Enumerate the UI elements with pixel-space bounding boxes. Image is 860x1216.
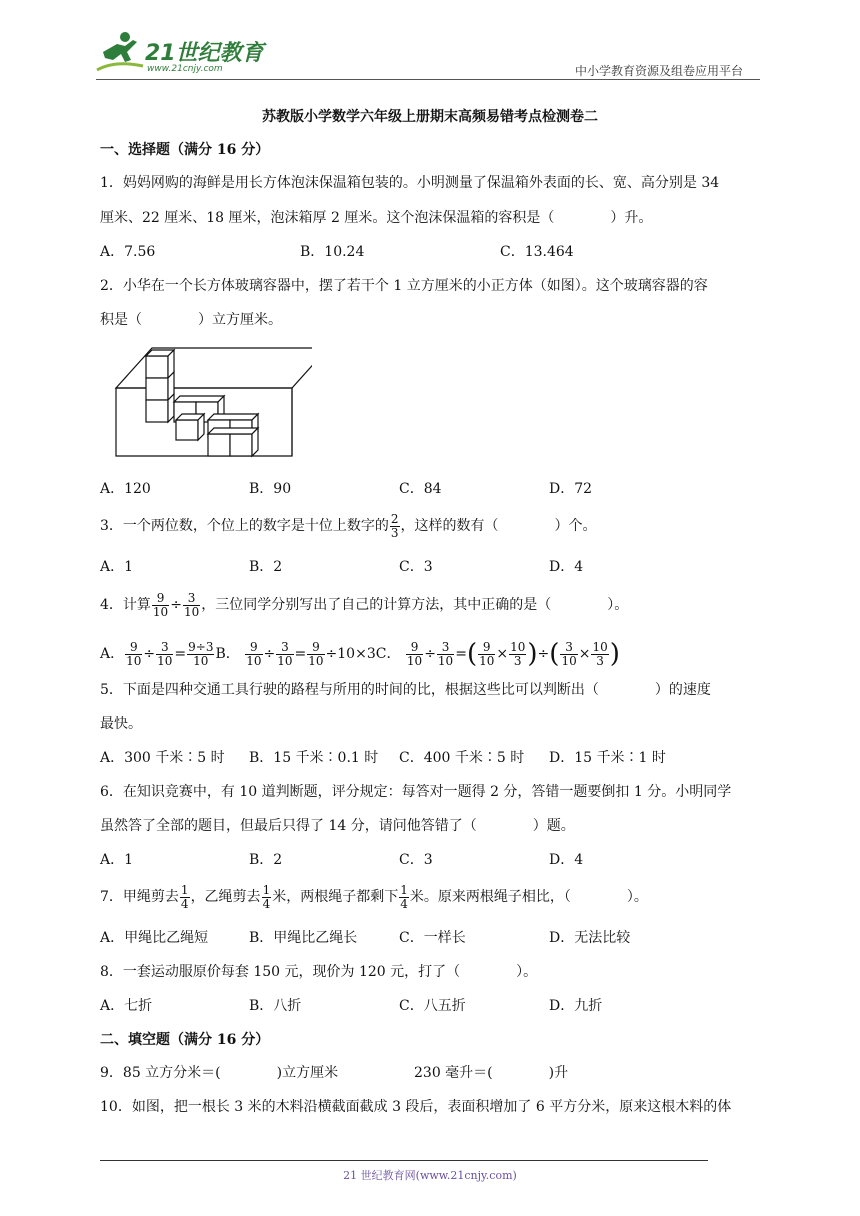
q1-line1: 1．妈妈网购的海鲜是用长方体泡沫保温箱包装的。小明测量了保温箱外表面的长、宽、高分别是 34 bbox=[100, 175, 720, 191]
section-heading-1: 一、选择题（满分 16 分） bbox=[100, 142, 270, 158]
q1-option-a: A．7.56 bbox=[100, 244, 156, 260]
q3-option-a: A．1 bbox=[100, 559, 134, 575]
q4-frac-9-10: $\frac{9}{10}$ bbox=[152, 590, 169, 619]
q6-option-a: A．1 bbox=[100, 852, 134, 868]
q3-pre: 3．一个两位数，个位上的数字是十位上数字的 bbox=[100, 518, 389, 534]
q9-part-b: 230 毫升＝( )升 bbox=[414, 1065, 569, 1081]
q4-option-c: C． $\frac{9}{10}$ ÷ $\frac{3}{10}$ =( $\frac{9}{10}$ × $\frac{10}{3}$ )÷( $\frac{3}{10}$ × $\frac{10}{3}$ ) bbox=[375, 639, 620, 669]
q3-option-b: B．2 bbox=[249, 559, 283, 575]
q3-post: ，这样的数有（ ）个。 bbox=[400, 518, 597, 534]
q2-line2: 积是（ ）立方厘米。 bbox=[100, 312, 282, 328]
q3-option-d: D．4 bbox=[549, 559, 584, 575]
q5-line2: 最快。 bbox=[100, 716, 142, 732]
q5-option-a: A．300 千米∶5 时 bbox=[100, 750, 225, 766]
q1-line2: 厘米、22 厘米、18 厘米，泡沫箱厚 2 厘米。这个泡沫保温箱的容积是（ ）升。 bbox=[100, 210, 653, 226]
q5-option-c: C．400 千米∶5 时 bbox=[399, 750, 525, 766]
q4-frac-3-10: $\frac{3}{10}$ bbox=[183, 590, 200, 619]
q8-option-b: B．八折 bbox=[249, 998, 302, 1014]
q2-line1: 2．小华在一个长方体玻璃容器中，摆了若干个 1 立方厘米的小正方体（如图）。这个玻璃容器的容 bbox=[100, 278, 708, 294]
q2-option-d: D．72 bbox=[549, 481, 593, 497]
q1-option-b: B．10.24 bbox=[300, 244, 365, 260]
logo-text: 21世纪教育 bbox=[145, 41, 264, 66]
q7-option-a: A．甲绳比乙绳短 bbox=[100, 930, 209, 946]
q10-line1: 10．如图，把一根长 3 米的木料沿横截面截成 3 段后，表面积增加了 6 平方分米，原来这根木料的体 bbox=[100, 1099, 732, 1115]
footer-rule bbox=[100, 1160, 708, 1161]
q2-option-b: B．90 bbox=[249, 481, 292, 497]
q7-option-d: D．无法比较 bbox=[549, 930, 631, 946]
header-rule bbox=[96, 79, 760, 80]
q2-option-a: A．120 bbox=[100, 481, 151, 497]
q6-line2: 虽然答了全部的题目，但最后只得了 14 分，请问他答错了（ ）题。 bbox=[100, 818, 575, 834]
header-right-text: 中小学教育资源及组卷应用平台 bbox=[575, 64, 744, 78]
q5-option-b: B．15 千米∶0.1 时 bbox=[249, 750, 379, 766]
q8-option-d: D．九折 bbox=[549, 998, 603, 1014]
q3-option-c: C．3 bbox=[399, 559, 433, 575]
q6-option-c: C．3 bbox=[399, 852, 433, 868]
q8-option-a: A．七折 bbox=[100, 998, 153, 1014]
q3-fraction: $\frac{2}{3}$ bbox=[390, 511, 399, 540]
q4-line: 4．计算 $\frac{9}{10}$ ÷ $\frac{3}{10}$ ，三位同学分别写出了自己的计算方法，其中正确的是（ ）。 bbox=[100, 590, 629, 619]
footer-text: 21 世纪教育网(www.21cnjy.com) bbox=[343, 1169, 517, 1182]
q4-post: ，三位同学分别写出了自己的计算方法，其中正确的是（ ）。 bbox=[201, 597, 629, 613]
q7-option-b: B．甲绳比乙绳长 bbox=[249, 930, 358, 946]
page-title: 苏教版小学数学六年级上册期末高频易错考点检测卷二 bbox=[262, 109, 598, 125]
q2-option-c: C．84 bbox=[399, 481, 442, 497]
q5-line1: 5．下面是四种交通工具行驶的路程与所用的时间的比，根据这些比可以判断出（ ）的速度 bbox=[100, 682, 711, 698]
q4-options bbox=[100, 636, 620, 672]
section-heading-2: 二、填空题（满分 16 分） bbox=[100, 1032, 270, 1048]
header-logo bbox=[95, 30, 265, 76]
q4-option-a: A． $\frac{9}{10}$ ÷ $\frac{3}{10}$ = $\frac{9\div 3}{10}$ bbox=[100, 639, 214, 668]
q3-line bbox=[100, 512, 597, 540]
runner-logo-icon bbox=[95, 30, 145, 74]
q8-option-c: C．八五折 bbox=[399, 998, 466, 1014]
q1-option-c: C．13.464 bbox=[500, 244, 574, 260]
q5-option-d: D．15 千米∶1 时 bbox=[549, 750, 666, 766]
q7-line: 7．甲绳剪去 $\frac{1}{4}$ ，乙绳剪去 $\frac{1}{4}$ 米，两根绳子都剩下 $\frac{1}{4}$ 米。原来两根绳子相比，（ ）。 bbox=[100, 882, 648, 911]
logo-url: www.21cnjy.com bbox=[147, 64, 223, 74]
q9-part-a: 9．85 立方分米＝( )立方厘米 bbox=[100, 1065, 339, 1081]
q2-cube-container-figure bbox=[112, 344, 312, 464]
q6-option-b: B．2 bbox=[249, 852, 283, 868]
q7-option-c: C．一样长 bbox=[399, 930, 466, 946]
q6-option-d: D．4 bbox=[549, 852, 584, 868]
q8-line: 8．一套运动服原价每套 150 元，现价为 120 元，打了（ ）。 bbox=[100, 964, 538, 980]
q4-option-b: B． $\frac{9}{10}$ ÷ $\frac{3}{10}$ = $\frac{9}{10}$ ÷10×3 bbox=[215, 639, 376, 668]
q6-line1: 6．在知识竞赛中，有 10 道判断题，评分规定：每答对一题得 2 分，答错一题要倒扣 1 分。小明同学 bbox=[100, 784, 732, 800]
q4-pre: 4．计算 bbox=[100, 597, 151, 613]
